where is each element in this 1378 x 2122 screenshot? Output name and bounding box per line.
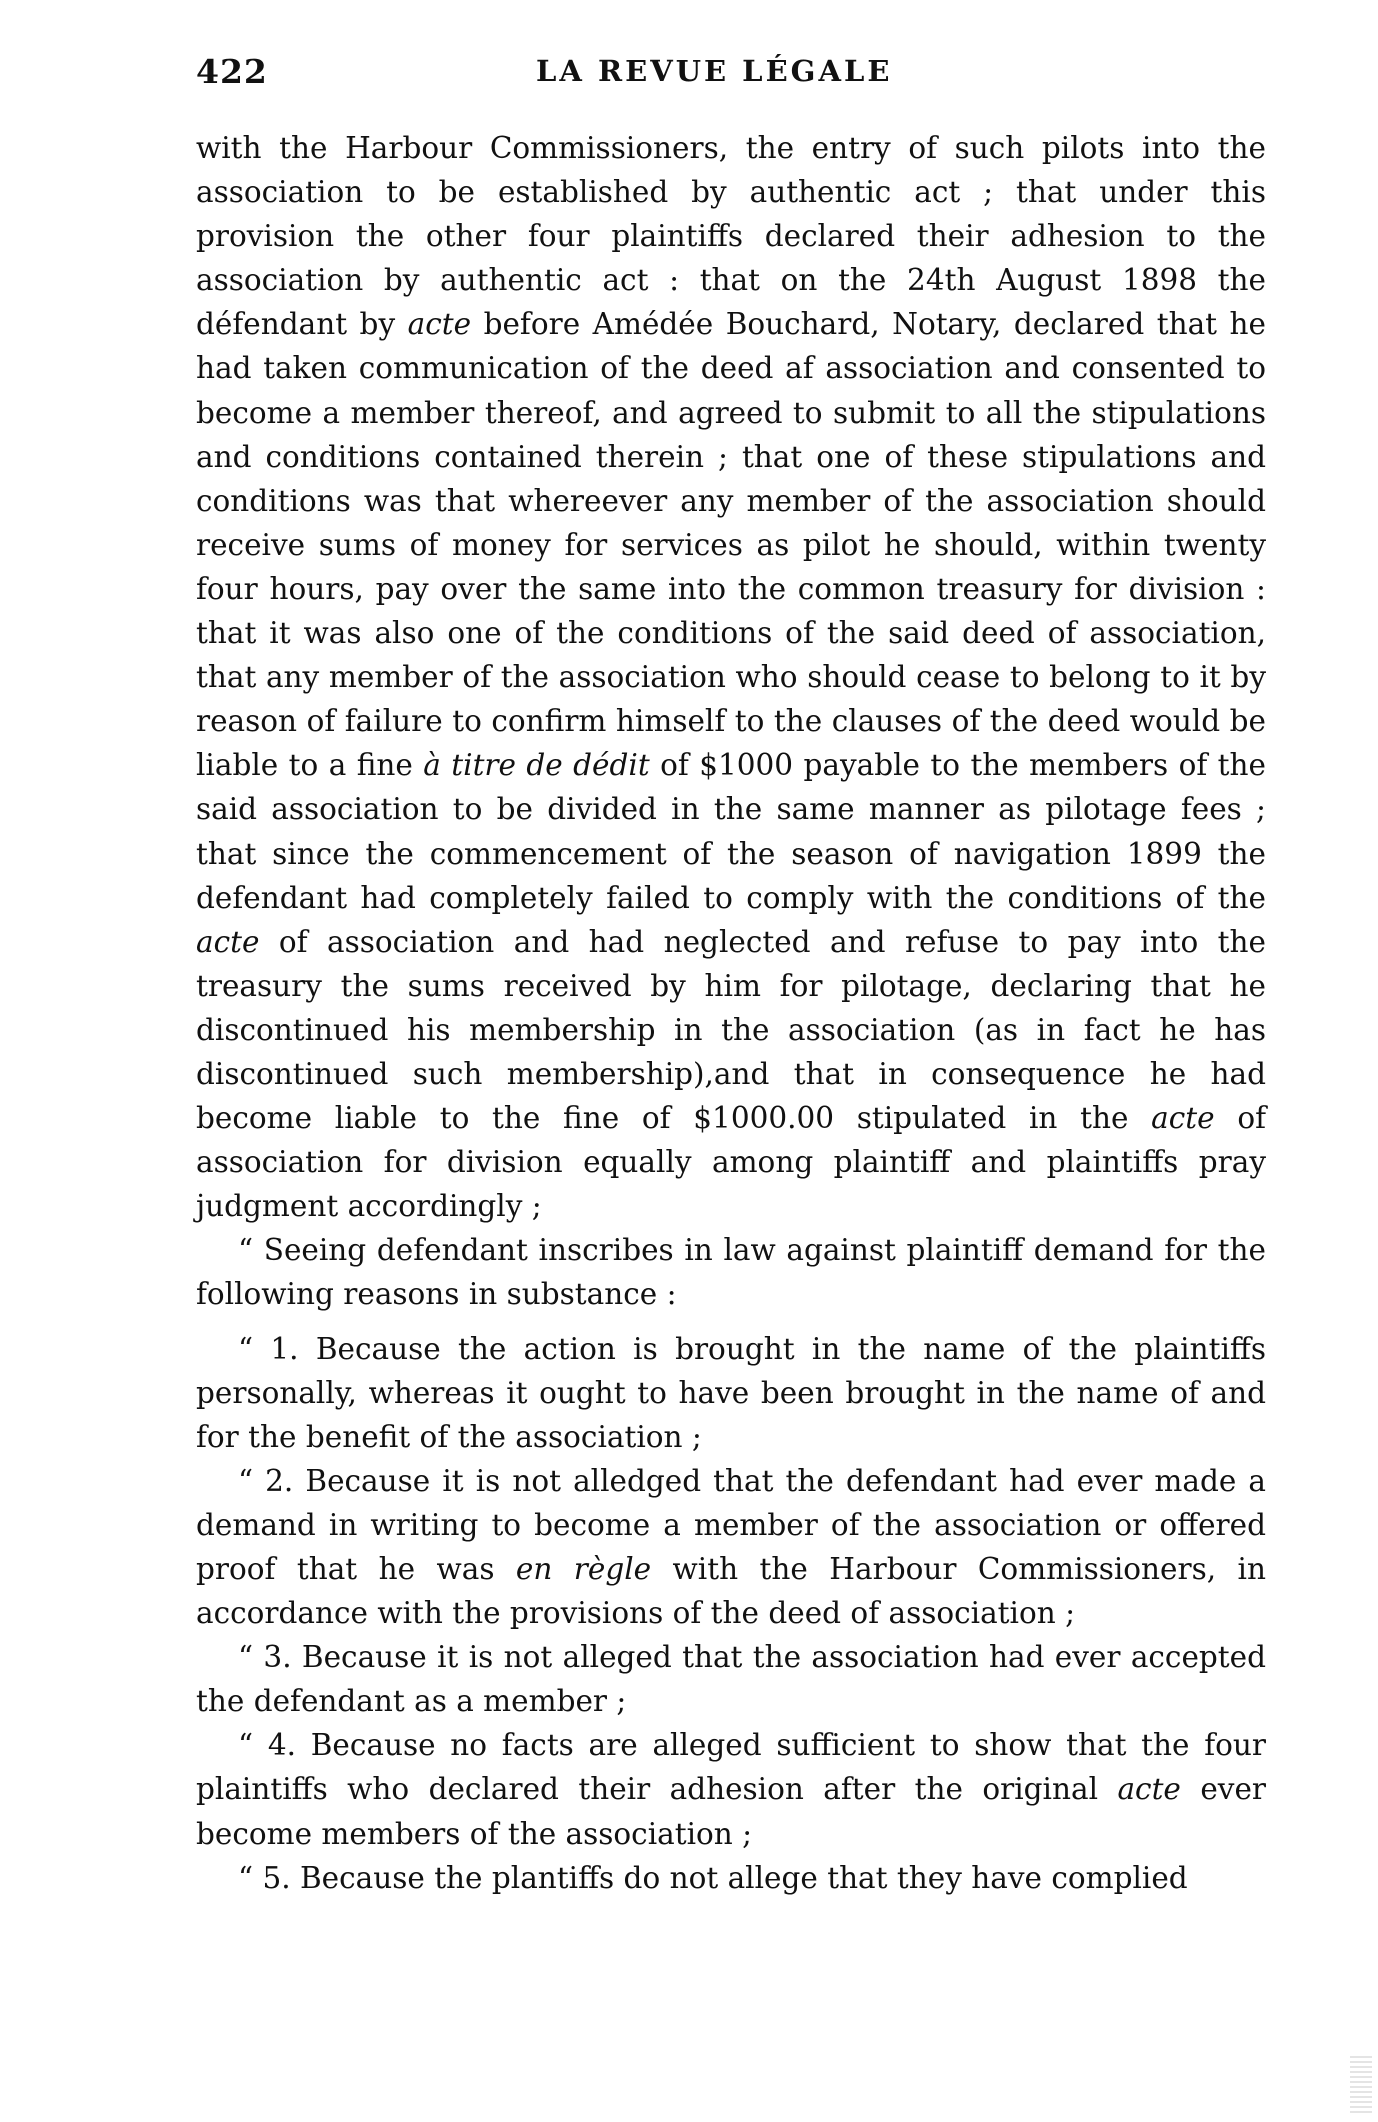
text-segment: of association for division equally among plaintiff and plaintiffs pray judgment accordingly ; (196, 1101, 1266, 1224)
reason-5: “ 5. Because the plantiffs do not allege that they have complied (238, 1860, 1188, 1895)
paragraph-continuation (196, 126, 1266, 1228)
page-header (196, 52, 1276, 112)
reason-3: “ 3. Because it is not alleged that the association had ever accepted the defendant as a member ; (196, 1640, 1266, 1719)
body-text (196, 126, 1266, 1900)
italic-term: acte (1151, 1101, 1215, 1136)
reason-1: “ 1. Because the action is brought in the name of the plaintiffs personally, whereas it ought to have been brought in the name of and for the benefit of the association ; (196, 1331, 1266, 1454)
text-segment: “ 4. Because no facts are alleged sufficient to show that the four plaintiffs who declared their adhesion after the original (196, 1728, 1266, 1807)
running-title: LA REVUE LÉGALE (536, 54, 893, 88)
text-segment: “ 2. Because it is not alledged that the defendant had ever made a demand in writing to become a member of the association or offered proof that he was (196, 1463, 1266, 1586)
scan-artifact (1350, 2056, 1372, 2116)
italic-term: acte (407, 307, 472, 342)
italic-term: acte (1117, 1772, 1181, 1807)
text-segment: before Amédée Bouchard, Notary, declared that he had taken communication of the deed af association and consented to become a member thereof, and agreed to submit to all the stipulations and conditions contained therein ; that one of these stipulations and conditions was that whereever any member of the association should receive sums of money for services as pilot he should, within twenty four hours, pay over the same into the common treasury for division : that it was also one of the conditions of the said deed of association, that any member of the association who should cease to belong to it by reason of failure to confirm himself to the clauses of the deed would be liable to a fine (196, 307, 1266, 783)
reason-2 (196, 1459, 1266, 1635)
text-segment: with the Harbour Commissioners, the entry of such pilots into the association to be established by authentic act ; that under this provision the other four plaintiffs declared their adhesion to the association by authentic act : that on the 24th August 1898 the défendant by (196, 131, 1266, 342)
reason-4 (196, 1723, 1266, 1855)
italic-term: à titre de dédit (423, 748, 650, 783)
text-segment: of $1000 payable to the members of the said association to be divided in the same manner as pilotage fees ; that since the commencement of the season of navigation 1899 the defendant had completely failed to comply with the conditions of the (196, 748, 1266, 915)
text-segment: with the Harbour Commissioners, in accordance with the provisions of the deed of association ; (196, 1552, 1266, 1631)
italic-term: en règle (515, 1552, 652, 1586)
text-segment: ever become members of the association ; (196, 1772, 1266, 1851)
italic-term: acte (196, 924, 260, 959)
page-number: 422 (196, 52, 268, 91)
text-segment: of association and had neglected and refuse to pay into the treasury the sums received by him for pilotage, declaring that he discontinued his membership in the association (as in fact he has discontinued such membership),and that in consequence he had become liable to the fine of $1000.00 stipulated in the (196, 924, 1266, 1136)
paragraph-seeing: “ Seeing defendant inscribes in law against plaintiff demand for the following reasons in substance : (196, 1233, 1266, 1312)
